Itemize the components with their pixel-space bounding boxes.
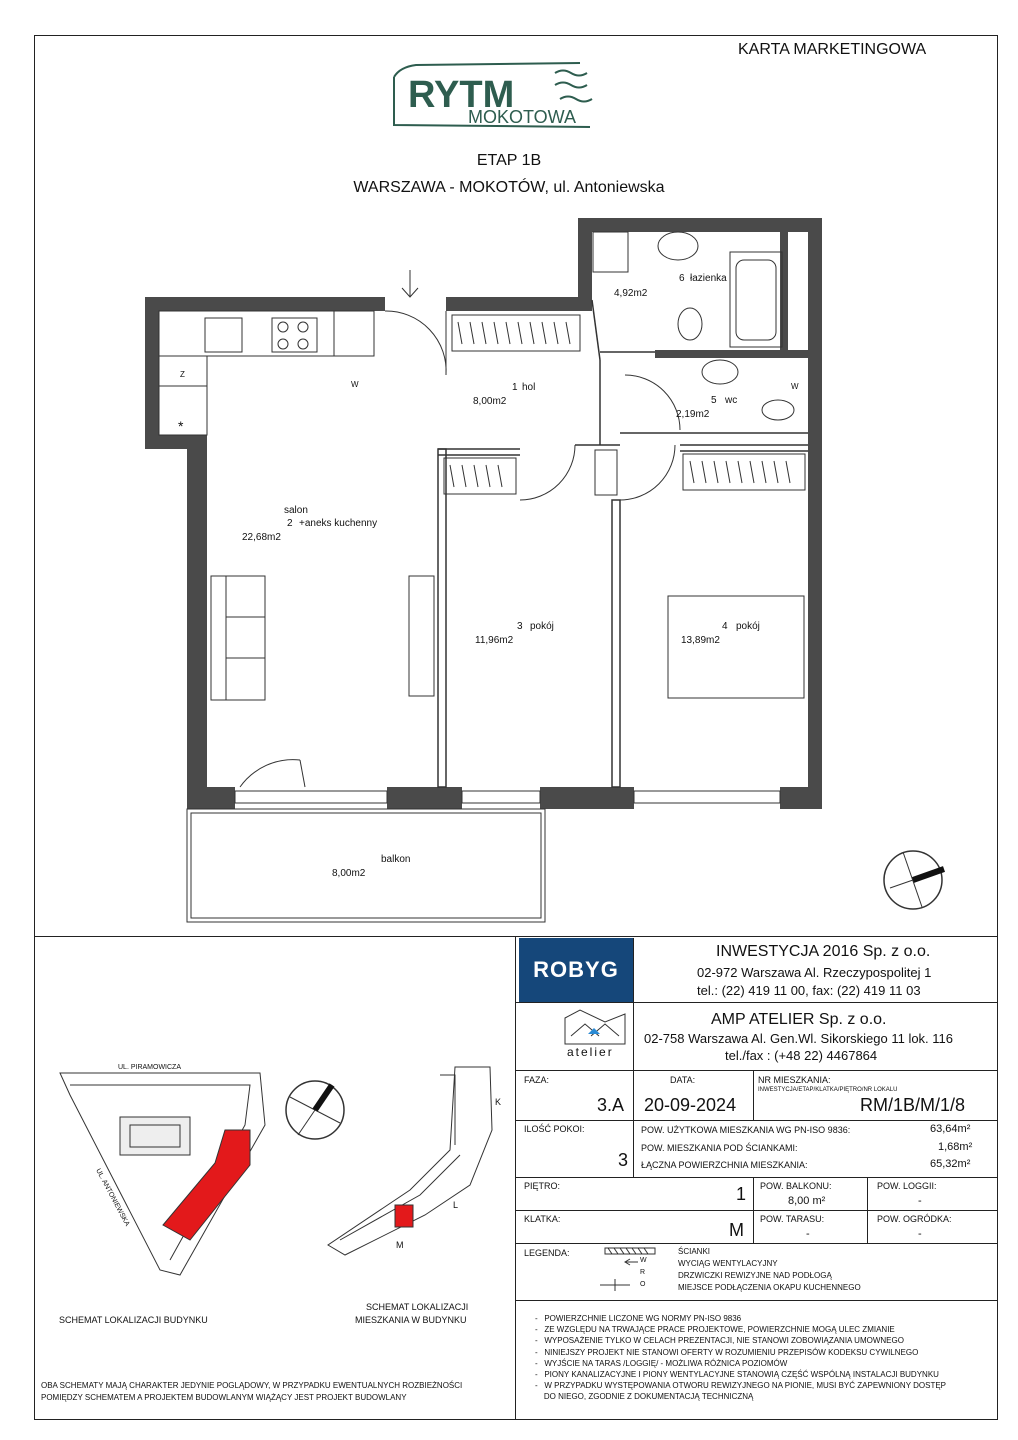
legend-symbol-o: O bbox=[640, 1281, 646, 1288]
room-area: 8,00m2 bbox=[332, 868, 366, 879]
legend-symbol-r: R bbox=[640, 1269, 646, 1276]
location-label: WARSZAWA - MOKOTÓW, ul. Antoniewska bbox=[353, 179, 665, 196]
robyg-logo: ROBYG bbox=[519, 938, 633, 1002]
note-item: - POWIERZCHNIE LICZONE WG NORMY PN-ISO 9836 bbox=[535, 1314, 742, 1323]
klatka-k: K bbox=[495, 1097, 502, 1107]
note-item: - NINIEJSZY PROJEKT NIE STANOWI OFERTY W ROZUMIENIU PRZEPISÓW KODEKSU CYWILNEGO bbox=[535, 1347, 919, 1357]
pietro-label: PIĘTRO: bbox=[524, 1181, 561, 1191]
note-item: - ZE WZGLĘDU NA TRWAJĄCE PRACE PROJEKTOWE, POWIERZCHNIE MOGĄ ULEC ZMIANIE bbox=[535, 1325, 895, 1335]
pokoje-value: 3 bbox=[618, 1150, 629, 1170]
street-label: UL. PIRAMOWICZA bbox=[118, 1064, 182, 1071]
legend-item: ŚCIANKI bbox=[678, 1247, 711, 1256]
loggia-label: POW. LOGGII: bbox=[877, 1181, 937, 1191]
pow-laczna-label: ŁĄCZNA POWIERZCHNIA MIESZKANIA: bbox=[641, 1160, 808, 1170]
room-num: 5 bbox=[711, 395, 717, 406]
room-name: wc bbox=[725, 395, 738, 406]
nr-sub-label: INWESTYCJA/ETAP/KLATKA/PIĘTRO/NR LOKALU bbox=[758, 1087, 898, 1093]
location-schemes bbox=[40, 1055, 510, 1295]
divider bbox=[34, 936, 998, 937]
pow-scianki-label: POW. MIESZKANIA POD ŚCIANKAMI: bbox=[641, 1143, 798, 1153]
room-num: 4 bbox=[722, 621, 728, 632]
pow-uzytkowa-value: 63,64m² bbox=[930, 1123, 971, 1135]
atelier-logo-text: atelier bbox=[567, 1045, 614, 1058]
note-item: - WYPOSAŻENIE TYLKO W CELACH PREZENTACJI, NIE STANOWI ZOBOWIĄZANIA UMOWNEGO bbox=[535, 1336, 904, 1346]
card-title: KARTA MARKETINGOWA bbox=[738, 41, 927, 58]
room-num: 3 bbox=[517, 621, 523, 632]
data-value: 20-09-2024 bbox=[644, 1095, 737, 1115]
ogrodek-value: - bbox=[918, 1228, 922, 1240]
atelier-logo bbox=[545, 1006, 635, 1058]
room-num: 2 bbox=[287, 518, 293, 529]
loggia-value: - bbox=[918, 1195, 922, 1207]
plan-mark-star: * bbox=[178, 418, 184, 434]
divider bbox=[633, 938, 634, 1070]
legend-title: LEGENDA: bbox=[524, 1248, 570, 1258]
pow-laczna-value: 65,32m² bbox=[930, 1158, 971, 1170]
disclaimer: OBA SCHEMATY MAJĄ CHARAKTER JEDYNIE POGLĄDOWY, W PRZYPADKU EWENTUALNYCH ROZBIEŻNOŚCI bbox=[41, 1381, 463, 1390]
doors bbox=[240, 311, 680, 787]
balkon-label: POW. BALKONU: bbox=[760, 1181, 832, 1191]
compass-small-icon bbox=[286, 1081, 344, 1139]
room-name: pokój bbox=[530, 621, 554, 632]
kitchen bbox=[159, 311, 374, 435]
location-caption: SCHEMAT LOKALIZACJI BUDYNKU bbox=[59, 1315, 208, 1325]
room-area: 11,96m2 bbox=[475, 635, 514, 646]
company1-phone: tel.: (22) 419 11 00, fax: (22) 419 11 03 bbox=[697, 983, 921, 998]
room-area: 8,00m2 bbox=[473, 396, 507, 407]
pietro-value: 1 bbox=[736, 1184, 747, 1204]
note-item: - W PRZYPADKU WYSTĘPOWANIA OTWORU REWIZYJNEGO NA PIONIE, MUSI BYĆ ZAPEWNIONY DOSTĘP bbox=[535, 1381, 947, 1391]
stage-label: ETAP 1B bbox=[476, 152, 542, 169]
room-area: 2,19m2 bbox=[676, 409, 710, 420]
street-label-2: UL. ANTONIEWSKA bbox=[94, 1167, 131, 1228]
ogrodek-label: POW. OGRÓDKA: bbox=[877, 1214, 952, 1224]
legend-item: WYCIĄG WENTYLACYJNY bbox=[678, 1259, 778, 1268]
klatka-label: KLATKA: bbox=[524, 1214, 561, 1224]
klatka-value: M bbox=[729, 1220, 744, 1240]
note-item: - WYJŚCIE NA TARAS /LOGGIĘ/ - MOŻLIWA RÓŻNICA POZIOMÓW bbox=[535, 1358, 788, 1368]
room-name: pokój bbox=[736, 621, 760, 632]
company2-name: AMP ATELIER Sp. z o.o. bbox=[711, 1011, 887, 1028]
company2-phone: tel./fax : (+48 22) 4467864 bbox=[725, 1048, 878, 1063]
klatka-l: L bbox=[453, 1200, 459, 1210]
room-area: 22,68m2 bbox=[242, 532, 281, 543]
disclaimer-2: POMIĘDZY SCHEMATEM A PROJEKTEM BUDOWLANYM WIĄŻĄCY JEST PROJEKT BUDOWLANY bbox=[41, 1393, 407, 1402]
note-item: DO NIEGO, ZGODNIE Z DOKUMENTACJĄ TECHNICZNĄ bbox=[543, 1392, 754, 1402]
apartment-caption-2: MIESZKANIA W BUDYNKU bbox=[355, 1315, 467, 1325]
taras-label: POW. TARASU: bbox=[760, 1214, 825, 1224]
plan-mark-w-2: W bbox=[791, 382, 799, 391]
nr-value: RM/1B/M/1/8 bbox=[860, 1095, 966, 1115]
room-name: balkon bbox=[381, 854, 411, 865]
windows bbox=[235, 791, 780, 803]
pow-scianki-value: 1,68m² bbox=[938, 1141, 973, 1153]
walls bbox=[145, 218, 822, 809]
company1-name: INWESTYCJA 2016 Sp. z o.o. bbox=[716, 943, 931, 960]
legend-symbol-w: W bbox=[640, 1257, 647, 1264]
note-item: - PIONY KANALIZACYJNE I PIONY WENTYLACYJNE STANOWIĄ CZĘŚĆ WSPÓLNĄ INSTALACJI BUDYNKU bbox=[535, 1370, 939, 1380]
apartment-caption: SCHEMAT LOKALIZACJI bbox=[366, 1302, 469, 1312]
divider bbox=[515, 1002, 998, 1003]
balcony bbox=[187, 809, 545, 922]
divider bbox=[515, 1070, 998, 1071]
company2-address: 02-758 Warszawa Al. Gen.Wl. Sikorskiego 11 lok. 116 bbox=[644, 1031, 954, 1046]
faza-value: 3.A bbox=[597, 1095, 625, 1115]
compass-icon bbox=[884, 851, 944, 909]
pokoje-label: ILOŚĆ POKOI: bbox=[524, 1124, 585, 1134]
room-name: łazienka bbox=[690, 273, 727, 284]
taras-value: - bbox=[806, 1228, 810, 1240]
klatka-m: M bbox=[396, 1240, 404, 1250]
room-area: 13,89m2 bbox=[681, 635, 720, 646]
room-name2: +aneks kuchenny bbox=[299, 518, 378, 529]
plan-mark-w: W bbox=[351, 380, 359, 389]
room-name: salon bbox=[284, 505, 308, 516]
company1-address: 02-972 Warszawa Al. Rzeczypospolitej 1 bbox=[697, 965, 932, 980]
legend-item: MIEJSCE PODŁĄCZENIA OKAPU KUCHENNEGO bbox=[678, 1283, 861, 1292]
legend-item: DRZWICZKI REWIZYJNE NAD PODŁOGĄ bbox=[678, 1271, 832, 1280]
room-num: 1 bbox=[512, 382, 518, 393]
room-num: 6 bbox=[679, 273, 685, 284]
logo-sub: MOKOTOWA bbox=[468, 107, 576, 127]
pow-uzytkowa-label: POW. UŻYTKOWA MIESZKANIA WG PN-ISO 9836: bbox=[641, 1125, 851, 1135]
divider bbox=[515, 936, 516, 1420]
notes-list bbox=[535, 1313, 946, 1403]
plan-mark-z: Z bbox=[180, 370, 185, 379]
logo-main: RYTM bbox=[408, 74, 515, 116]
data-label: DATA: bbox=[670, 1075, 696, 1085]
room-area: 4,92m2 bbox=[614, 288, 648, 299]
room-name: hol bbox=[522, 382, 536, 393]
balkon-value: 8,00 m² bbox=[788, 1195, 826, 1207]
interior-walls bbox=[438, 300, 808, 787]
faza-label: FAZA: bbox=[524, 1075, 550, 1085]
nr-label: NR MIESZKANIA: bbox=[758, 1075, 831, 1085]
